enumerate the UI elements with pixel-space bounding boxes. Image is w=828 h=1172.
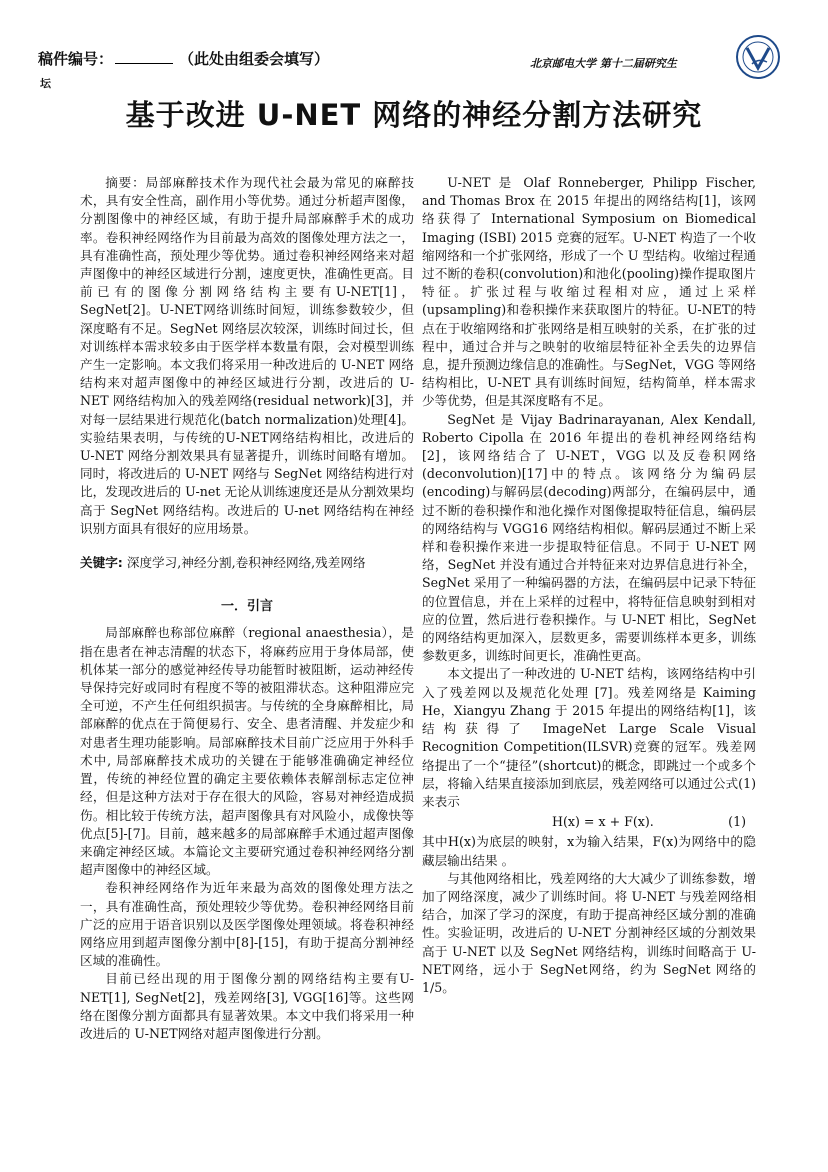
equation-number: (1) [728, 814, 746, 830]
intro-paragraph-3: 目前已经出现的用于图像分割的网络结构主要有U-NET[1], SegNet[2]，残差网络[3], VGG[16]等。这些网络在图像分割方面都具有显著效果。本文中我们将采用一种改进后的 U-NET网络对超声图像进行分割。 [80, 971, 414, 1041]
proposed-method-paragraph: 本文提出了一种改进的 U-NET 结构，该网络结构中引入了残差网以及规范化处理 [7]。残差网络是 Kaiming He，Xiangyu Zhang 于 2015 年提出的网络结构[1]，该结构获得了 ImageNet Large Scale Visual Recognition Competition(ILSVR)竞赛的冠军。残差网络提出了一个“捷径”(shortcut)的概念，即跳过一个或多个层，将输入结果直接添加到底层，残差网络可以通过公式(1)来表示 [422, 666, 756, 809]
segnet-paragraph: SegNet 是 Vijay Badrinarayanan, Alex Kendall, Roberto Cipolla 在 2016 年提出的卷机神经网络结构[2]，该网络结合了 U-NET，VGG 以及反卷积网络(deconvolution)[17]中的特点。该网络分为编码层(encoding)与解码层(decoding)两部分，在编码层中，通过不断的卷积操作和池化操作对图像提取特征信息，编码层的网络结构与 VGG16 网络结构相似。解码层通过不断上采样和卷积操作来进一步提取特征信息。不同于 U-NET 网络，SegNet 并没有通过合并特征来对边界信息进行补全，SegNet 采用了一种编码器的方法，在编码层中记录下特征的位置信息，并在上采样的过程中，将特征信息映射到相对应的位置，然后进行卷积操作。与 U-NET 相比，SegNet 的网络结构更加深入，层数更多，需要训练样本更多，训练参数更多，训练时间更长，准确性更高。 [422, 411, 756, 664]
keywords-label: 关键字: [80, 555, 123, 571]
residual-advantage-paragraph: 与其他网络相比，残差网络的大大减少了训练参数，增加了网络深度，减少了训练时间。将 U-NET 与残差网络相结合，加深了学习的深度，有助于提高神经区域分割的准确性。实验证明，改进后的 U-NET 分割神经区域的分割效果高于 U-NET 以及 SegNet 网络结构，训练时间略高于 U-NET网络，远小于 SegNet网络，约为 SegNet 网络的 1/5。 [422, 870, 756, 995]
manuscript-blank [115, 51, 173, 64]
keywords [80, 554, 414, 572]
abstract: 摘要：局部麻醉技术作为现代社会最为常见的麻醉技术，具有安全性高，副作用小等优势。通过分析超声图像，分割图像中的神经区域，有助于提升局部麻醉手术的成功率。卷积神经网络作为目前最为高效的图像处理方法之一，具有准确性高，预处理少等优势。通过卷积神经网络来对超声图像中的神经区域进行分割，速度更快，准确性更高。目前已有的图像分割网络结构主要有U-NET[1]，SegNet[2]。U-NET网络训练时间短，训练参数较少，但深度略有不足。SegNet 网络层次较深，训练时间过长，但对训练样本需求较多由于医学样本数量有限，会对模型训练产生一定影响。本文我们将采用一种改进后的 U-NET 网络结构来对超声图像中的神经区域进行分割，改进后的 U-NET 网络结构加入的残差网络(residual network)[3]，并对每一层结果进行规范化(batch normalization)处理[4]。实验结果表明，与传统的U-NET网络结构相比，改进后的U-NET 网络分割效果具有显著提升，训练时间略有增加。同时，将改进后的 U-NET 网络与 SegNet 网络结构进行对比，发现改进后的 U-net 无论从训练速度还是从分割效果均高于 SegNet 网络结构。改进后的 U-net 网络结构在神经识别方面具有很好的应用场景。 [80, 175, 414, 536]
section-heading-introduction: 一．引言 [220, 599, 273, 615]
manuscript-note: （此处由组委会填写） [179, 50, 330, 68]
right-column [422, 174, 756, 997]
manuscript-label: 稿件编号： [38, 50, 114, 68]
keywords-text: 深度学习,神经分割,卷积神经网络,残差网络 [126, 555, 366, 571]
university-logo-icon [735, 34, 781, 80]
equation-explanation: 其中H(x)为底层的映射，x为输入结果，F(x)为网络中的隐藏层输出结果 。 [422, 834, 756, 868]
left-column [80, 174, 414, 1043]
forum-char: 坛 [40, 77, 51, 90]
equation-1 [422, 813, 756, 831]
intro-paragraph-2: 卷积神经网络作为近年来最为高效的图像处理方法之一，具有准确性高，预处理较少等优势。卷积神经网络目前广泛的应用于语音识别以及医学图像处理领域。将卷积神经网络应用到超声图像分割中[8]-[15]，有助于提高分割神经区域的准确性。 [80, 880, 414, 969]
unet-paragraph: U-NET 是 Olaf Ronneberger, Philipp Fischer, and Thomas Brox 在 2015 年提出的网络结构[1]，该网络获得了 International Symposium on Biomedical Imaging (ISBI) 2015 竞赛的冠军。U-NET 构造了一个收缩网络和一个扩张网络，形成了一个 U 型结构。收缩过程通过不断的卷积(convolution)和池化(pooling)操作提取图片特征。扩张过程与收缩过程相对应，通过上采样(upsampling)和卷积操作来获取图片的特征。U-NET的特点在于收缩网络和扩张网络是相互映射的关系，在扩张的过程中，通过合并与之映射的收缩层特征补全丢失的边界信息，提升预测边缘信息的准确性。与SegNet，VGG 等网络结构相比，U-NET 具有训练时间短，结构简单，样本需求少等优势，但是其深度略有不足。 [422, 175, 756, 409]
intro-paragraph-1: 局部麻醉也称部位麻醉（regional anaesthesia），是指在患者在神志清醒的状态下，将麻药应用于身体局部，使机体某一部分的感觉神经传导功能暂时被阻断，运动神经传导保持完好或同时有程度不等的被阻滞状态。这种阻滞应完全可逆，不产生任何组织损害。与传统的全身麻醉相比，局部麻醉的优点在于简便易行、安全、患者清醒、并发症少和对患者生理功能影响。局部麻醉技术目前广泛应用于外科手术中, 局部麻醉技术成功的关键在于能够准确确定神经位置，传统的神经位置的确定主要依赖体表解剖标志定位神经，但是这种方法对于存在很大的风险，容易对神经造成损伤。相比较于传统方法，超声图像具有对风险小，成像快等优点[5]-[7]。目前，越来越多的局部麻醉手术通过超声图像来确定神经区域。本篇论文主要研究通过卷积神经网络分割超声图像中的神经区域。 [80, 625, 414, 878]
equation-body: H(x) = x + F(x). [552, 814, 654, 830]
paper-title: 基于改进 U-NET 网络的神经分割方法研究 [125, 98, 703, 132]
conference-name: 北京邮电大学 第十二届研究生 [530, 57, 677, 70]
manuscript-number-line [38, 48, 329, 69]
